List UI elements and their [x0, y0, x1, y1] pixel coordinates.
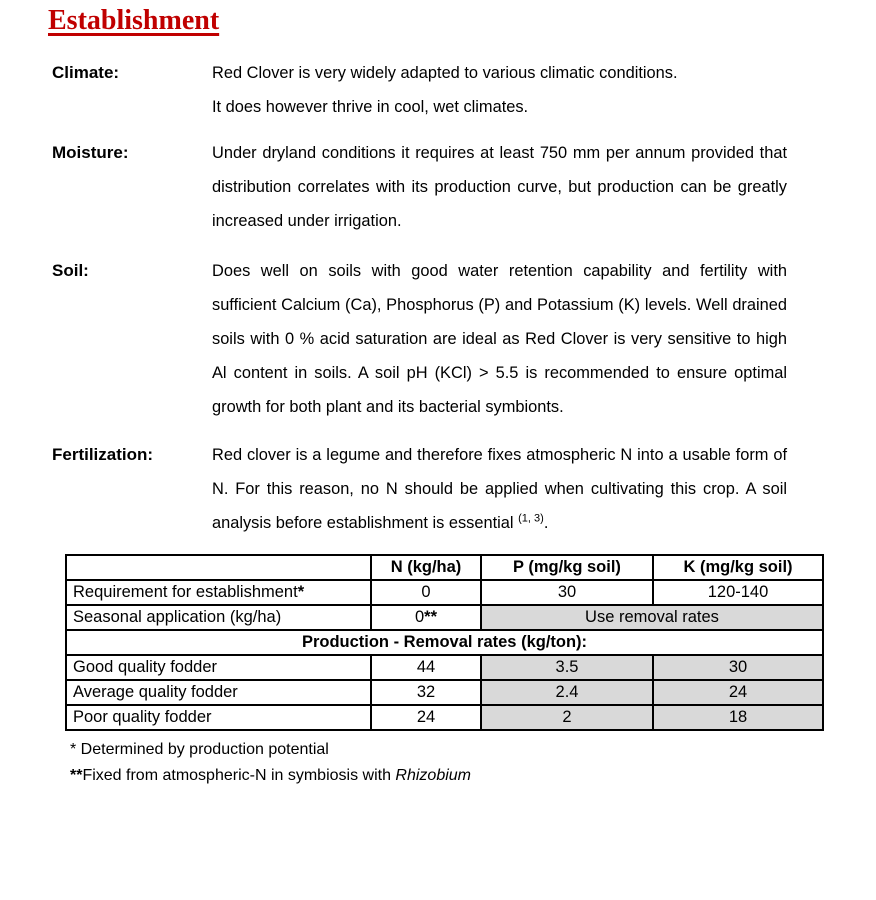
table-header-row [66, 555, 823, 580]
seasonal-n-number: 0 [414, 608, 425, 626]
section-moisture [52, 136, 876, 238]
good-fodder-n-value: 44 [371, 655, 481, 680]
table-corner-empty-cell [66, 555, 371, 580]
seasonal-n-value [371, 605, 481, 630]
citation-superscript: (1, 3) [518, 512, 544, 525]
footnote-2-marker: ** [70, 767, 83, 784]
table-row-production-header [66, 630, 823, 655]
footnote-production-potential [70, 737, 876, 763]
footnote-1-text: Determined by production potential [76, 741, 329, 758]
section-text-moisture: Under dryland conditions it requires at least 750 mm per annum provided that distribution correlates with its production curve, but production can be greatly increased under irrigation. [212, 144, 787, 230]
table-row-average-fodder [66, 680, 823, 705]
section-soil [52, 254, 876, 424]
fertilization-period: . [543, 514, 549, 532]
section-text-soil: Does well on soils with good water retention capability and fertility with sufficient Calcium (Ca), Phosphorus (P) and Potassium (K) levels. Well drained soils with 0 % acid saturation are ideal as Red Clover is very sensitive to high Al content in soils. A soil pH (KCl) > 5.5 is recommended to ensure optimal growth for both plant and its bacterial symbionts. [212, 262, 787, 416]
poor-fodder-n-value: 24 [371, 705, 481, 730]
requirement-label-text: Requirement for establishment [73, 583, 298, 601]
section-climate [52, 56, 876, 124]
section-label-fertilization: Fertilization: [52, 445, 154, 464]
good-fodder-p-value: 3.5 [481, 655, 653, 680]
seasonal-row-label: Seasonal application (kg/ha) [66, 605, 371, 630]
requirement-row-label [66, 580, 371, 605]
fertilization-requirements-table [65, 554, 824, 731]
average-fodder-label: Average quality fodder [66, 680, 371, 705]
section-label-moisture: Moisture: [52, 143, 129, 162]
average-fodder-p-value: 2.4 [481, 680, 653, 705]
section-label-climate: Climate: [52, 63, 120, 82]
section-label-soil: Soil: [52, 261, 89, 280]
table-row-poor-fodder [66, 705, 823, 730]
poor-fodder-k-value: 18 [653, 705, 823, 730]
poor-fodder-label: Poor quality fodder [66, 705, 371, 730]
section-text-fertilization [212, 438, 787, 540]
table-row-seasonal [66, 605, 823, 630]
table-row-requirement [66, 580, 823, 605]
good-fodder-k-value: 30 [653, 655, 823, 680]
seasonal-double-asterisk: ** [424, 608, 438, 626]
table-row-good-fodder [66, 655, 823, 680]
footnote-1-marker: * [70, 741, 77, 758]
average-fodder-n-value: 32 [371, 680, 481, 705]
production-removal-rates-header: Production - Removal rates (kg/ton): [66, 630, 823, 655]
climate-line-2: It does however thrive in cool, wet climates. [212, 98, 529, 116]
footnote-2-italic-term: Rhizobium [395, 767, 472, 784]
column-header-p: P (mg/kg soil) [481, 555, 653, 580]
good-fodder-label: Good quality fodder [66, 655, 371, 680]
requirement-k-value: 120-140 [653, 580, 823, 605]
climate-line-1: Red Clover is very widely adapted to various climatic conditions. [212, 64, 678, 82]
poor-fodder-p-value: 2 [481, 705, 653, 730]
requirement-asterisk: * [297, 583, 305, 601]
column-header-n: N (kg/ha) [371, 555, 481, 580]
footnote-2-text: Fixed from atmospheric-N in symbiosis with [82, 767, 396, 784]
seasonal-pk-merged-cell: Use removal rates [481, 605, 823, 630]
requirement-p-value: 30 [481, 580, 653, 605]
table-footnotes [70, 737, 876, 789]
definition-sections [0, 56, 876, 540]
requirement-n-value: 0 [371, 580, 481, 605]
column-header-k: K (mg/kg soil) [653, 555, 823, 580]
fertilization-body-text: Red clover is a legume and therefore fixes atmospheric N into a usable form of N. For this reason, no N should be applied when cultivating this crop. A soil analysis before establishment is essential [212, 446, 787, 532]
page-title: Establishment [48, 5, 220, 36]
footnote-rhizobium [70, 763, 876, 789]
section-text-climate [212, 56, 787, 124]
section-fertilization [52, 438, 876, 540]
average-fodder-k-value: 24 [653, 680, 823, 705]
